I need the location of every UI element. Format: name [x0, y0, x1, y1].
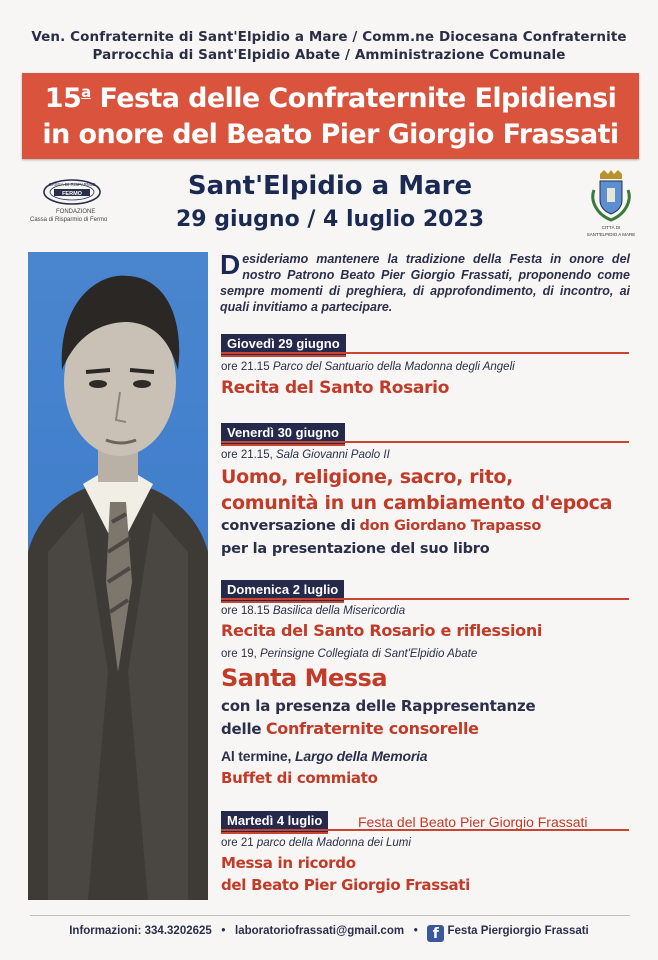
day4-feast: Festa del Beato Pier Giorgio Frassati — [358, 814, 588, 830]
info-label: Informazioni: — [69, 925, 142, 937]
day3-presence-red: Confraternite consorelle — [265, 719, 479, 738]
banner-title-text: Festa delle Confraternite Elpidiensi — [99, 83, 617, 114]
divider-rule — [221, 598, 629, 600]
divider-rule — [221, 441, 629, 443]
day3-time-2: ore 19, — [221, 648, 257, 660]
banner-title-line-2: in onore del Beato Pier Giorgio Frassati — [42, 119, 619, 150]
organizers-line-2: Parrocchia di Sant'Elpidio Abate / Amministrazione Comunale — [92, 47, 566, 63]
day2-title-line-1: Uomo, religione, sacro, rito, — [221, 466, 514, 488]
day3-time-place-2 — [221, 648, 477, 660]
day2-conv-prefix: conversazione di — [221, 518, 356, 534]
footer-bullet: • — [413, 925, 418, 937]
day2-place: Sala Giovanni Paolo II — [276, 449, 390, 461]
logo-text-mid: FERMO — [62, 191, 82, 197]
fondazione-logo-icon — [30, 178, 120, 208]
facebook-icon[interactable]: f — [427, 925, 444, 942]
logo-caption-1: FONDAZIONE — [56, 209, 96, 215]
day4-title-line-2: del Beato Pier Giorgio Frassati — [221, 876, 470, 894]
day3-end-prefix: Al termine, — [221, 748, 292, 764]
info-email[interactable]: laboratoriofrassati@gmail.com — [235, 925, 405, 937]
day4-place: parco della Madonna dei Lumi — [256, 837, 411, 849]
intro-text: esideriamo mantenere la tradizione della Festa in onore del nostro Patrono Beato Pier Giorgio Frassati, proponendo come sempre momenti di preghiera, di approfondimento, di incontro, ai quali invitiamo a partecipare. — [220, 252, 630, 314]
crest-caption-1: CITTÀ DI — [601, 225, 621, 230]
intro-dropcap: D — [220, 249, 241, 280]
portrait-photo — [28, 252, 208, 900]
day2-conversation — [221, 518, 541, 534]
day2-conv-name: don Giordano Trapasso — [359, 518, 542, 534]
day-badge-martedi: Martedì 4 luglio — [221, 811, 328, 834]
banner-title-line-1 — [22, 83, 639, 114]
footer-info — [0, 925, 658, 942]
day3-end-line — [221, 748, 427, 764]
day-badge-domenica: Domenica 2 luglio — [221, 580, 344, 603]
organizers-line-1: Ven. Confraternite di Sant'Elpidio a Mare / Comm.ne Diocesana Confraternite — [31, 29, 627, 45]
info-phone[interactable]: 334.3202625 — [144, 925, 212, 937]
portrait-illustration — [28, 252, 208, 900]
event-city: Sant'Elpidio a Mare — [187, 171, 473, 201]
crest-caption-2: SANT'ELPIDIO A MARE — [586, 232, 636, 237]
day1-place: Parco del Santuario della Madonna degli Angeli — [272, 361, 515, 373]
title-banner — [22, 73, 639, 159]
day3-place-1: Basilica della Misericordia — [272, 605, 406, 617]
day2-book: per la presentazione del suo libro — [221, 541, 490, 557]
day3-time-place-1 — [221, 605, 405, 617]
city-crest-icon — [586, 170, 636, 225]
day-badge-giovedi: Giovedì 29 giugno — [221, 334, 346, 357]
day1-time-place — [221, 361, 515, 373]
event-dates: 29 giugno / 4 luglio 2023 — [175, 207, 485, 232]
info-facebook[interactable]: Festa Piergiorgio Frassati — [447, 925, 589, 937]
day2-time-place — [221, 449, 390, 461]
day3-buffet: Buffet di commiato — [221, 769, 378, 787]
day3-time-1: ore 18.15 — [221, 605, 270, 617]
day4-time-place — [221, 837, 411, 849]
day2-time: ore 21.15, — [221, 449, 273, 461]
edition-suffix: a — [81, 83, 91, 101]
day3-presence-line-2 — [221, 719, 479, 739]
logo-caption-2: Cassa di Risparmio di Fermo — [30, 217, 108, 223]
day4-time: ore 21 — [221, 837, 254, 849]
footer-bullet: • — [221, 925, 226, 937]
city-crest — [586, 170, 636, 240]
fondazione-logo — [30, 178, 120, 230]
day3-presence-line-1: con la presenza delle Rappresentanze — [221, 697, 536, 715]
day3-end-place: Largo della Memoria — [295, 748, 428, 764]
divider-rule — [221, 352, 629, 354]
day3-title-1: Recita del Santo Rosario e riflessioni — [221, 621, 543, 640]
day4-title-line-1: Messa in ricordo — [221, 854, 356, 872]
day1-time: ore 21.15 — [221, 361, 270, 373]
intro-paragraph — [220, 251, 630, 315]
logo-text-top: CASSA DI RISPARMIO — [48, 182, 96, 187]
edition-number: 15 — [44, 83, 82, 114]
day3-place-2: Perinsigne Collegiata di Sant'Elpidio Abate — [260, 648, 478, 660]
footer-divider — [30, 915, 630, 916]
day1-title: Recita del Santo Rosario — [221, 378, 450, 398]
day3-mass: Santa Messa — [221, 664, 388, 692]
day3-presence-prefix: delle — [221, 720, 262, 738]
day2-title-line-2: comunità in un cambiamento d'epoca — [221, 492, 613, 514]
day-badge-venerdi: Venerdì 30 giugno — [221, 423, 345, 446]
